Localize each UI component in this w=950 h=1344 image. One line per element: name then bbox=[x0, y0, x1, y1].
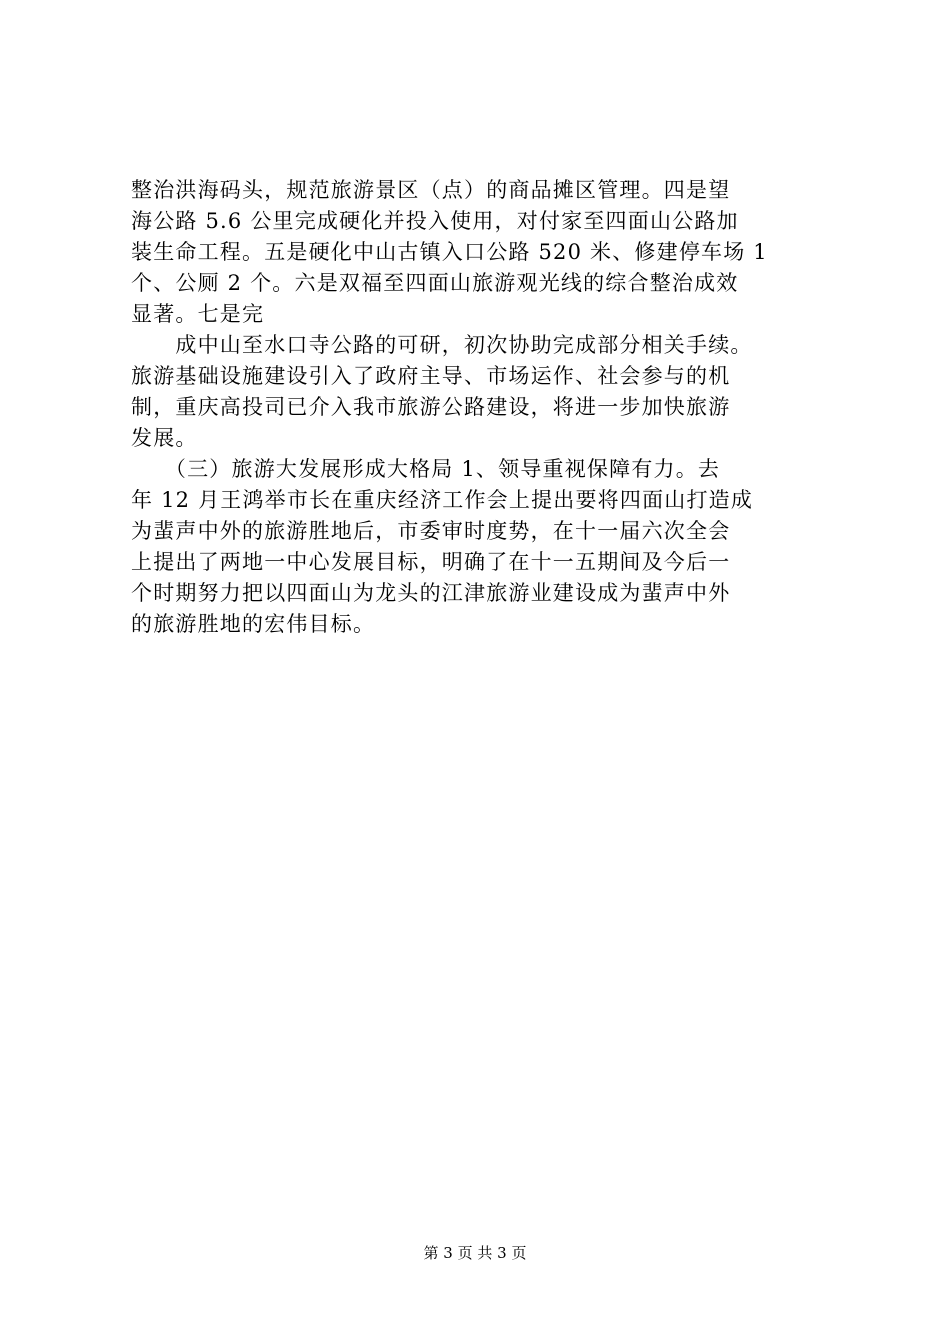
text-line: （三）旅游大发展形成大格局 1、领导重视保障有力。去 bbox=[131, 457, 721, 481]
text-line: 为蜚声中外的旅游胜地后，市委审时度势，在十一届六次全会 bbox=[131, 519, 731, 543]
text-line: 显著。七是完 bbox=[131, 302, 265, 326]
text-line: 的旅游胜地的宏伟目标。 bbox=[131, 612, 376, 636]
text-line: 制，重庆高投司已介入我市旅游公路建设，将进一步加快旅游 bbox=[131, 395, 731, 419]
text-line: 装生命工程。五是硬化中山古镇入口公路 520 米、修建停车场 1 bbox=[131, 240, 768, 264]
text-line: 上提出了两地一中心发展目标，明确了在十一五期间及今后一 bbox=[131, 550, 731, 574]
text-line: 海公路 5.6 公里完成硬化并投入使用，对付家至四面山公路加 bbox=[131, 209, 739, 233]
page-number-footer: 第 3 页 共 3 页 bbox=[423, 1244, 527, 1262]
text-line: 年 12 月王鸿举市长在重庆经济工作会上提出要将四面山打造成 bbox=[131, 488, 754, 512]
text-line: 个时期努力把以四面山为龙头的江津旅游业建设成为蜚声中外 bbox=[131, 581, 731, 605]
text-line: 旅游基础设施建设引入了政府主导、市场运作、社会参与的机 bbox=[131, 364, 731, 388]
text-line: 整治洪海码头，规范旅游景区（点）的商品摊区管理。四是望 bbox=[131, 178, 731, 202]
text-line: 发展。 bbox=[131, 426, 198, 450]
text-line: 个、公厕 2 个。六是双福至四面山旅游观光线的综合整治成效 bbox=[131, 271, 739, 295]
text-line: 成中山至水口寺公路的可研，初次协助完成部分相关手续。 bbox=[131, 333, 753, 357]
